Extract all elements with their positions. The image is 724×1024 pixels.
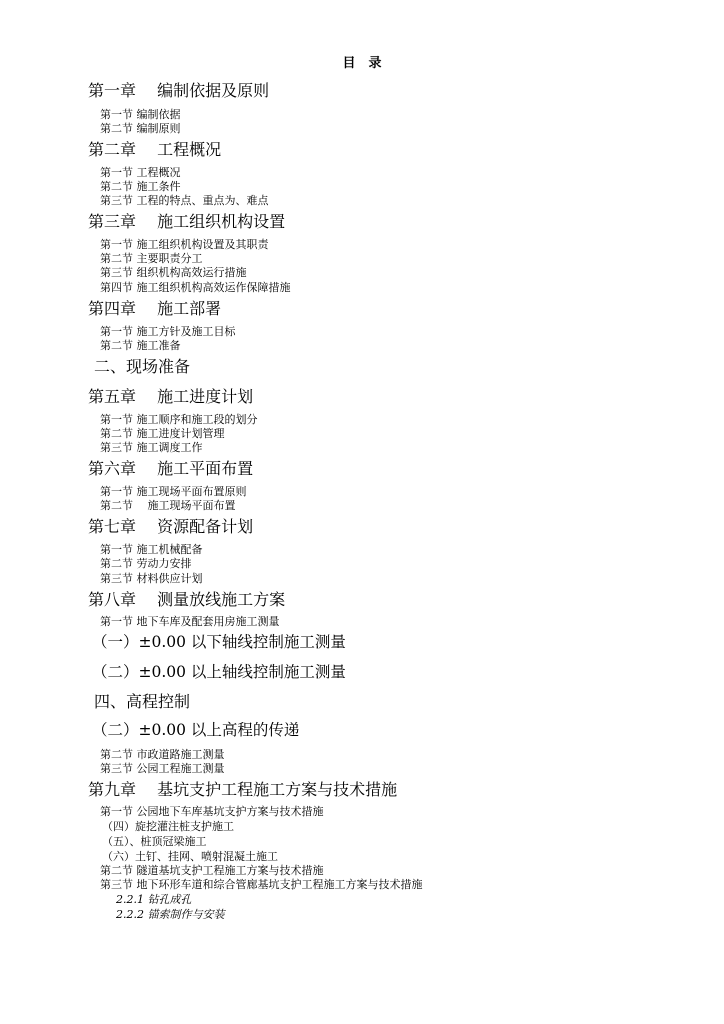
toc-section: 第一节 工程概况	[100, 166, 181, 179]
toc-subheading: （二）±0.00 以上高程的传递	[92, 721, 300, 739]
toc-section: 第四节 施工组织机构高效运作保障措施	[100, 281, 291, 294]
toc-subsection: （六）土钉、挂网、喷射混凝土施工	[102, 850, 278, 863]
toc-section: 第三节 工程的特点、重点为、难点	[100, 194, 269, 207]
toc-subheading: 四、高程控制	[94, 692, 191, 711]
toc-item: 2.2.2 锚索制作与安装	[116, 908, 225, 921]
chapter-5-heading: 第五章 施工进度计划	[88, 387, 254, 406]
toc-section: 第二节 施工条件	[100, 180, 181, 193]
toc-section: 第三节 公园工程施工测量	[100, 762, 225, 775]
toc-section: 第一节 施工机械配备	[100, 543, 203, 556]
toc-section: 第一节 公园地下车库基坑支护方案与技术措施	[100, 805, 324, 818]
chapter-6-heading: 第六章 施工平面布置	[88, 459, 254, 478]
chapter-2-heading: 第二章 工程概况	[88, 140, 222, 159]
toc-section: 第三节 地下环形车道和综合管廊基坑支护工程施工方案与技术措施	[100, 878, 423, 891]
toc-section: 第二节 施工现场平面布置	[100, 499, 236, 512]
toc-section: 第一节 地下车库及配套用房施工测量	[100, 615, 280, 628]
toc-section: 第一节 施工顺序和施工段的划分	[100, 413, 258, 426]
toc-title: 目 录	[342, 56, 382, 71]
toc-subsection: （五）、桩顶冠梁施工	[102, 835, 207, 848]
toc-section: 第三节 组织机构高效运行措施	[100, 266, 247, 279]
toc-section: 第三节 施工调度工作	[100, 441, 203, 454]
toc-subheading: （二）±0.00 以上轴线控制施工测量	[92, 663, 346, 681]
toc-subsection: （四）旋挖灌注桩支护施工	[102, 820, 234, 833]
toc-section: 第三节 材料供应计划	[100, 572, 203, 585]
toc-section: 第一节 施工方针及施工目标	[100, 325, 236, 338]
toc-section: 第二节 隧道基坑支护工程施工方案与技术措施	[100, 864, 324, 877]
toc-section: 第一节 施工现场平面布置原则	[100, 485, 247, 498]
chapter-4-heading: 第四章 施工部署	[88, 299, 222, 318]
chapter-9-heading: 第九章 基坑支护工程施工方案与技术措施	[88, 780, 398, 799]
toc-item: 2.2.1 钻孔成孔	[116, 893, 192, 906]
toc-section: 第二节 编制原则	[100, 122, 181, 135]
toc-section: 第一节 施工组织机构设置及其职责	[100, 238, 269, 251]
chapter-7-heading: 第七章 资源配备计划	[88, 517, 254, 536]
chapter-3-heading: 第三章 施工组织机构设置	[88, 212, 286, 231]
toc-section: 第一节 编制依据	[100, 108, 181, 121]
toc-section: 第二节 市政道路施工测量	[100, 748, 225, 761]
toc-section: 第二节 主要职责分工	[100, 252, 203, 265]
toc-section: 第二节 劳动力安排	[100, 557, 192, 570]
toc-section: 第二节 施工进度计划管理	[100, 427, 225, 440]
toc-subheading: （一）±0.00 以下轴线控制施工测量	[92, 633, 346, 651]
chapter-8-heading: 第八章 测量放线施工方案	[88, 590, 286, 609]
chapter-1-heading: 第一章 编制依据及原则	[88, 81, 270, 100]
toc-section: 第二节 施工准备	[100, 339, 181, 352]
toc-subheading: 二、现场准备	[94, 357, 191, 376]
